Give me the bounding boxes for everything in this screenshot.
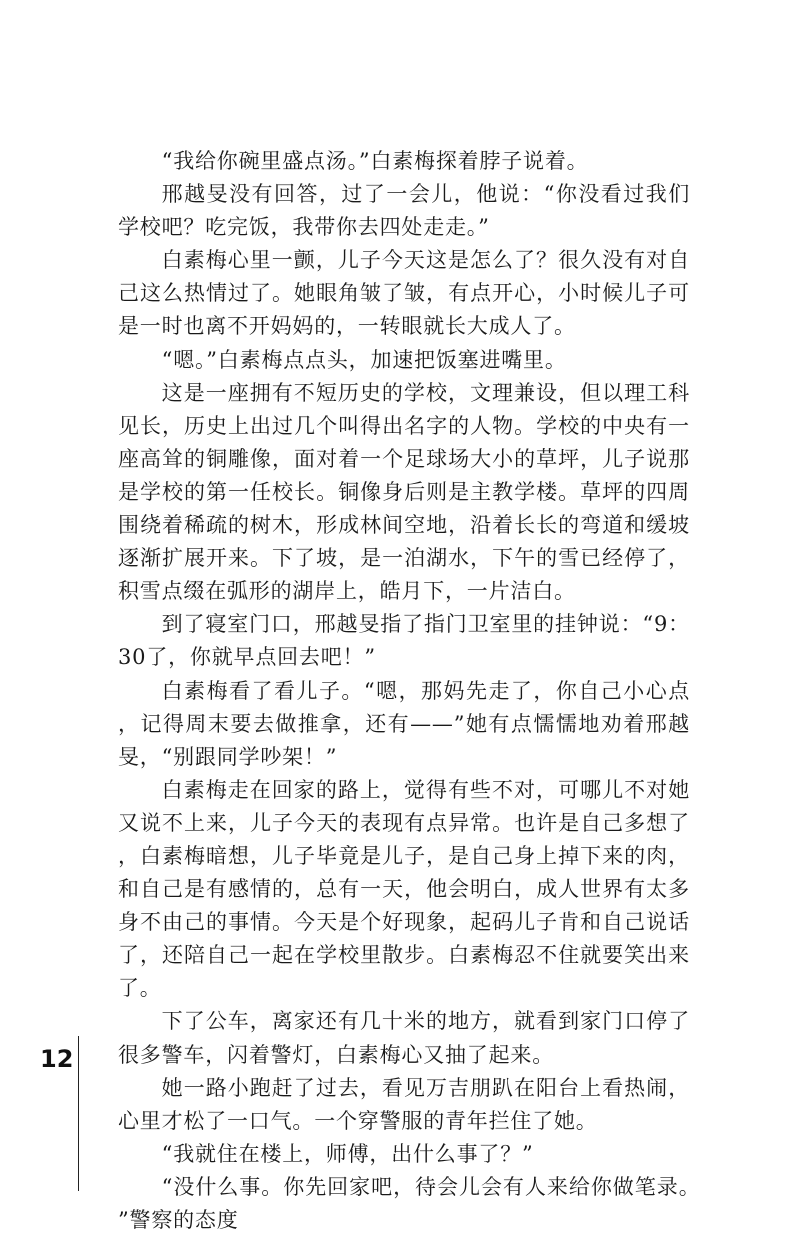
paragraph-7: 白素梅看了看儿子。“嗯，那妈先走了，你自己小心点，记得周末要去做推拿，还有——”她有点懦懦地劝着邢越旻，“别跟同学吵架！” (118, 678, 690, 769)
paragraph-11: “我就住在楼上，师傅，出什么事了？” (161, 1141, 534, 1166)
paragraph-10: 她一路小跑赶了过去，看见万吉朋趴在阳台上看热闹，心里才松了一口气。一个穿警服的青年拦住了她。 (118, 1075, 690, 1133)
paragraph-4: “嗯。”白素梅点点头，加速把饭塞进嘴里。 (161, 347, 567, 372)
paragraph-5: 这是一座拥有不短历史的学校，文理兼设，但以理工科见长，历史上出过几个叫得出名字的人物。学校的中央有一座高耸的铜雕像，面对着一个足球场大小的草坪，儿子说那是学校的第一任校长。铜像身后则是主教学楼。草坪的四周围绕着稀疏的树木，形成林间空地，沿着长长的弯道和缓坡逐渐扩展开来。下了坡，是一泊湖水，下午的雪已经停了，积雪点缀在弧形的湖岸上，皓月下，一片洁白。 (118, 380, 690, 604)
paragraph-12: “没什么事。你先回家吧，待会儿会有人来给你做笔录。”警察的态度 (118, 1174, 690, 1232)
paragraph-1: “我给你碗里盛点汤。”白素梅探着脖子说着。 (161, 149, 589, 173)
paragraph-9: 下了公车，离家还有几十米的地方，就看到家门口停了很多警车，闪着警灯，白素梅心又抽了起来。 (118, 1009, 690, 1067)
page-number-rule (78, 1036, 79, 1191)
paragraph-3: 白素梅心里一颤，儿子今天这是怎么了？很久没有对自己这么热情过了。她眼角皱了皱，有点开心，小时候儿子可是一时也离不开妈妈的，一转眼就长大成人了。 (118, 248, 690, 339)
page-number: 12 (40, 1045, 74, 1073)
body-text (118, 145, 690, 1237)
paragraph-2: 邢越旻没有回答，过了一会儿，他说：“你没看过我们学校吧？吃完饭，我带你去四处走走。” (118, 182, 690, 240)
paragraph-6: 到了寝室门口，邢越旻指了指门卫室里的挂钟说：“9：30了，你就早点回去吧！” (118, 612, 690, 670)
paragraph-8: 白素梅走在回家的路上，觉得有些不对，可哪儿不对她又说不上来，儿子今天的表现有点异常。也许是自己多想了，白素梅暗想，儿子毕竟是儿子，是自己身上掉下来的肉，和自己是有感情的，总有一天，他会明白，成人世界有太多身不由己的事情。今天是个好现象，起码儿子肯和自己说话了，还陪自己一起在学校里散步。白素梅忍不住就要笑出来了。 (118, 777, 690, 1001)
